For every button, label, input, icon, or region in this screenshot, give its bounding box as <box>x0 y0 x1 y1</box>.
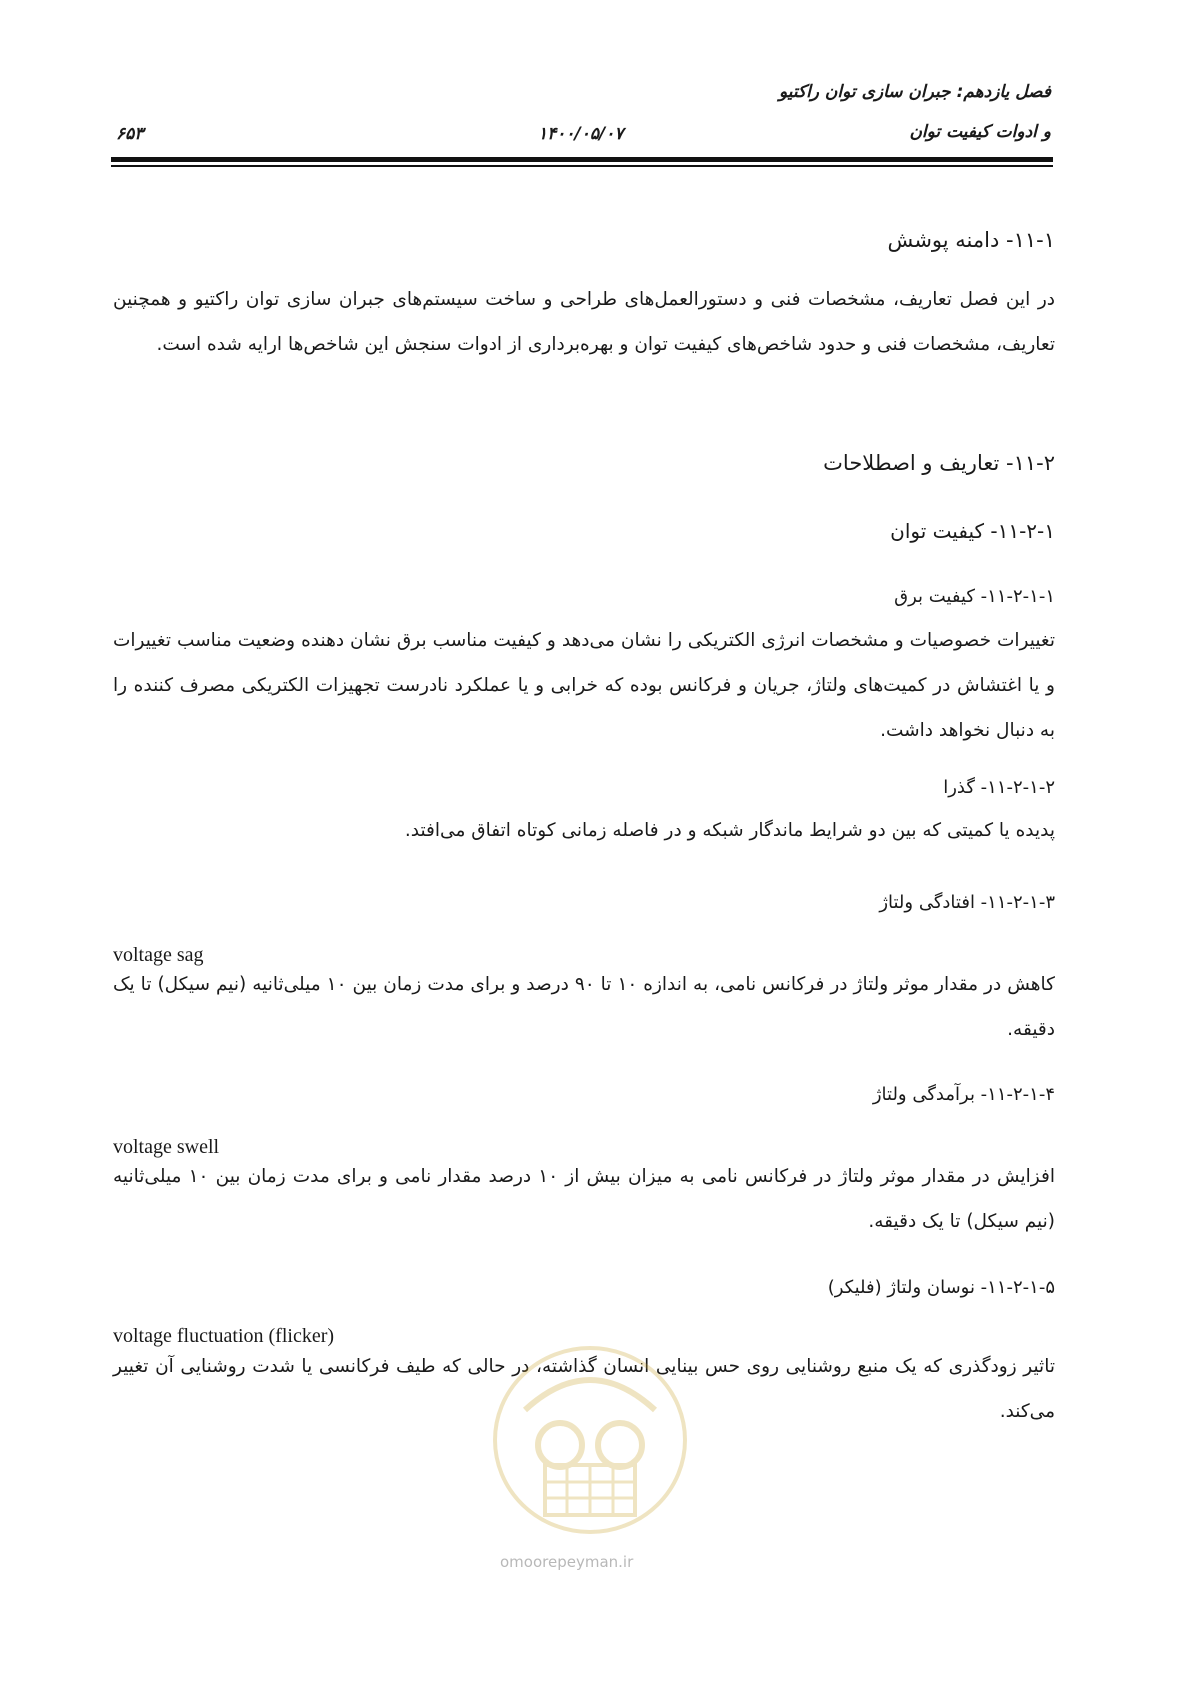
section-heading-voltage-swell: ۱۱-۲-۱-۴- برآمدگی ولتاژ <box>872 1084 1055 1105</box>
section-heading-definitions: ۱۱-۲- تعاریف و اصطلاحات <box>823 451 1055 475</box>
english-term-voltage-sag: voltage sag <box>113 944 204 966</box>
chapter-title-line1: فصل یازدهم: جبران سازی توان راکتیو <box>778 82 1051 102</box>
watermark-logo <box>485 1340 695 1540</box>
section-heading-power-quality: ۱۱-۲-۱- کیفیت توان <box>890 519 1055 543</box>
watermark-url: omoorepeyman.ir <box>500 1553 634 1571</box>
page-number: ۶۵۳ <box>116 124 144 144</box>
header-date: ۱۴۰۰/۰۵/۰۷ <box>538 124 624 144</box>
header-rule-thick <box>111 157 1053 162</box>
section-body-scope: در این فصل تعاریف، مشخصات فنی و دستورالعمل‌های طراحی و ساخت سیستم‌های جبران سازی توان راکتیو و همچنین تعاریف، مشخصات فنی و حدود شاخص‌های کیفیت توان و بهره‌برداری از ادوات سنجش این شاخص‌ها ارایه شده است. <box>113 289 1055 355</box>
section-heading-voltage-sag: ۱۱-۲-۱-۳- افتادگی ولتاژ <box>879 892 1055 913</box>
section-heading-transient: ۱۱-۲-۱-۲- گذرا <box>943 777 1055 798</box>
section-body-electric-quality: تغییرات خصوصیات و مشخصات انرژی الکتریکی را نشان می‌دهد و کیفیت مناسب برق نشان دهنده وضعیت مناسب تغییرات و یا اغتشاش در کمیت‌های ولتاژ، جریان و فرکانس بوده که خرابی و یا عملکرد نادرست تجهیزات الکتریکی مصرف کننده را به دنبال نخواهد داشت. <box>113 630 1055 741</box>
english-term-voltage-swell: voltage swell <box>113 1136 220 1158</box>
section-body-voltage-sag: کاهش در مقدار موثر ولتاژ در فرکانس نامی، به اندازه ۱۰ تا ۹۰ درصد و برای مدت زمان بین ۱۰ میلی‌ثانیه (نیم سیکل) تا یک دقیقه. <box>113 974 1055 1040</box>
section-heading-scope: ۱۱-۱- دامنه پوشش <box>887 228 1055 252</box>
section-body-flicker: تاثیر زودگذری که یک منبع روشنایی روی حس بینایی انسان گذاشته، در حالی که طیف فرکانسی یا شدت روشنایی آن تغییر می‌کند. <box>113 1356 1055 1422</box>
section-body-voltage-swell: افزایش در مقدار موثر ولتاژ در فرکانس نامی به میزان بیش از ۱۰ درصد مقدار نامی و برای مدت زمان بین ۱۰ میلی‌ثانیه (نیم سیکل) تا یک دقیقه. <box>113 1166 1055 1232</box>
header-rule-thin <box>111 165 1053 167</box>
section-heading-flicker: ۱۱-۲-۱-۵- نوسان ولتاژ (فلیکر) <box>827 1277 1055 1298</box>
english-term-flicker: voltage fluctuation (flicker) <box>113 1325 335 1347</box>
section-heading-electric-quality: ۱۱-۲-۱-۱- کیفیت برق <box>894 586 1055 607</box>
chapter-title-line2: و ادوات کیفیت توان <box>909 122 1051 142</box>
section-body-transient: پدیده یا کمیتی که بین دو شرایط ماندگار شبکه و در فاصله زمانی کوتاه اتفاق می‌افتد. <box>404 820 1055 841</box>
